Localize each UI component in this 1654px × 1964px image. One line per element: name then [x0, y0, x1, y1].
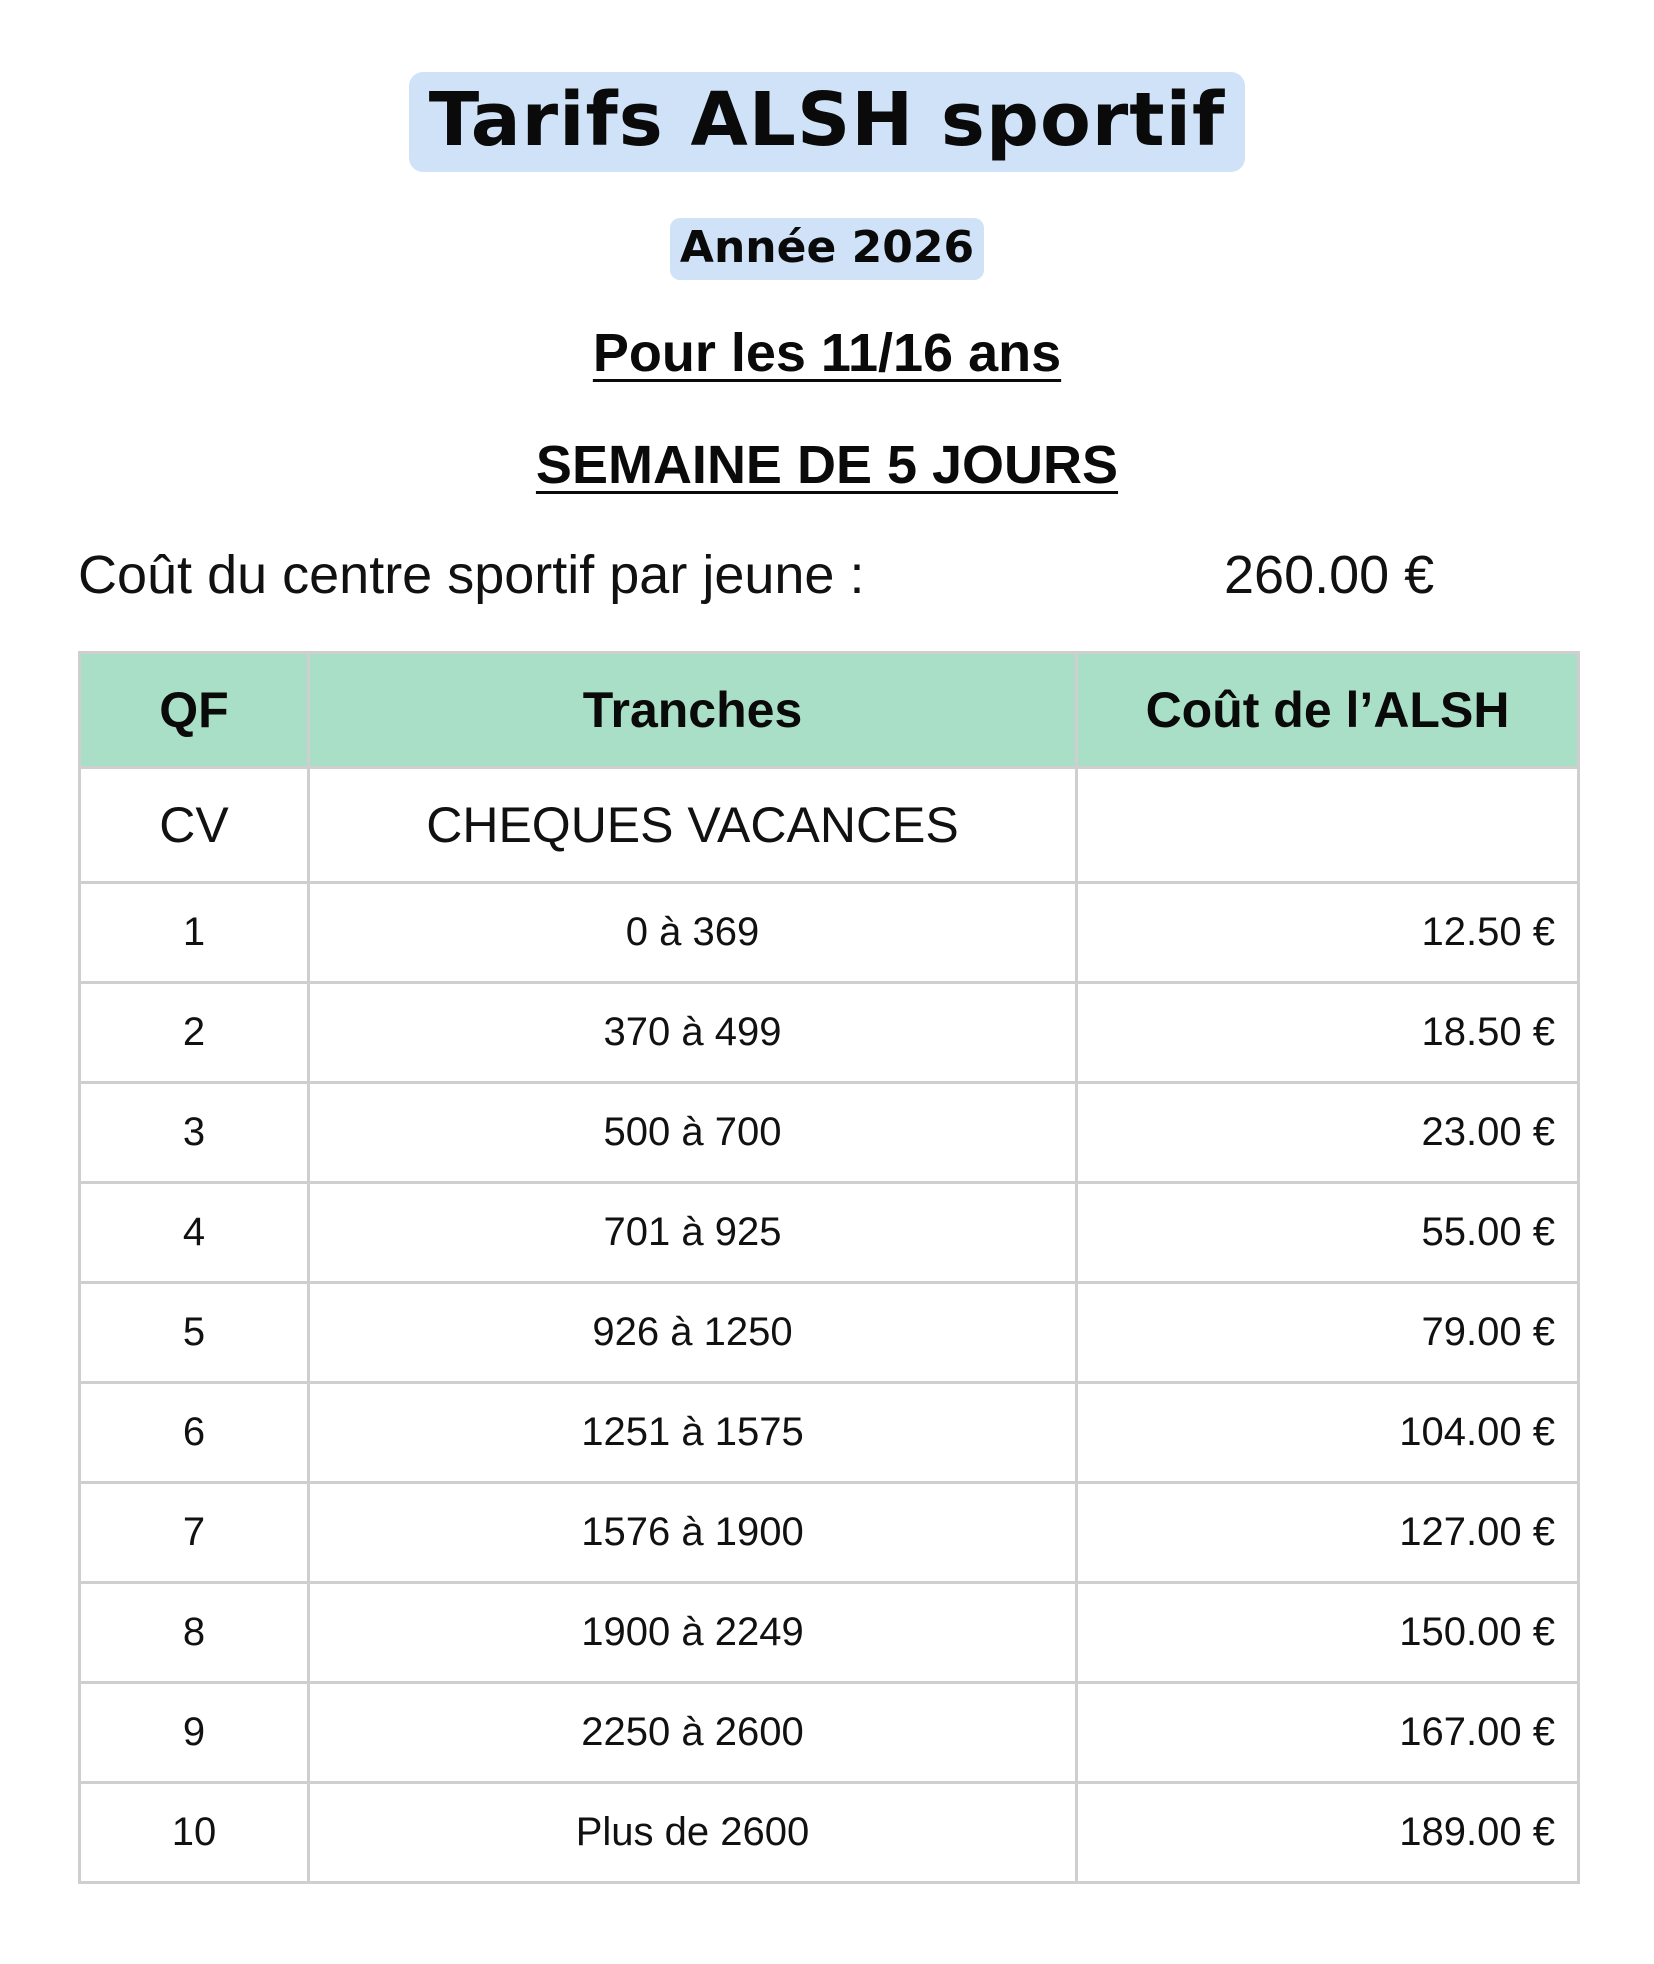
- cell-qf: 7: [80, 1483, 309, 1583]
- table-row: [80, 1083, 1579, 1183]
- cell-tranche: Plus de 2600: [309, 1783, 1077, 1883]
- cell-cost: 104.00 €: [1077, 1383, 1579, 1483]
- cell-cost: 18.50 €: [1077, 983, 1579, 1083]
- table-row: [80, 1183, 1579, 1283]
- table-header-row: [80, 653, 1579, 768]
- cell-qf: 1: [80, 883, 309, 983]
- header-qf: QF: [80, 653, 309, 768]
- header-cost: Coût de l’ALSH: [1077, 653, 1579, 768]
- cell-qf: 3: [80, 1083, 309, 1183]
- cell-qf: 5: [80, 1283, 309, 1383]
- cost-value: 260.00 €: [1224, 545, 1435, 605]
- cell-cost: 127.00 €: [1077, 1483, 1579, 1583]
- cell-cost: 79.00 €: [1077, 1283, 1579, 1383]
- document-title: Tarifs ALSH sportif: [409, 72, 1245, 172]
- cell-cost: 55.00 €: [1077, 1183, 1579, 1283]
- table-row: [80, 1283, 1579, 1383]
- cell-cost: 12.50 €: [1077, 883, 1579, 983]
- cell-cost: 23.00 €: [1077, 1083, 1579, 1183]
- header-tranches: Tranches: [309, 653, 1077, 768]
- cell-cost: 167.00 €: [1077, 1683, 1579, 1783]
- cell-qf: 9: [80, 1683, 309, 1783]
- table-row-cv: [80, 768, 1579, 883]
- cell-tranche: 701 à 925: [309, 1183, 1077, 1283]
- cell-cost: 189.00 €: [1077, 1783, 1579, 1883]
- cost-label: Coût du centre sportif par jeune :: [78, 545, 865, 605]
- cell-tranche: 2250 à 2600: [309, 1683, 1077, 1783]
- cell-qf: CV: [80, 768, 309, 883]
- cell-tranche: 0 à 369: [309, 883, 1077, 983]
- table-row: [80, 1483, 1579, 1583]
- table-row: [80, 983, 1579, 1083]
- title-container: [0, 72, 1654, 172]
- cell-tranche: 1251 à 1575: [309, 1383, 1077, 1483]
- cell-tranche: 926 à 1250: [309, 1283, 1077, 1383]
- table-row: [80, 883, 1579, 983]
- cell-qf: 4: [80, 1183, 309, 1283]
- cell-tranche: CHEQUES VACANCES: [309, 768, 1077, 883]
- cell-tranche: 1576 à 1900: [309, 1483, 1077, 1583]
- table-row: [80, 1783, 1579, 1883]
- table-row: [80, 1583, 1579, 1683]
- cell-cost: 150.00 €: [1077, 1583, 1579, 1683]
- table-row: [80, 1683, 1579, 1783]
- cell-cost: [1077, 768, 1579, 883]
- duration-heading: SEMAINE DE 5 JOURS: [535, 435, 1119, 495]
- tariff-table: [78, 651, 1580, 1884]
- cell-qf: 6: [80, 1383, 309, 1483]
- year-badge: Année 2026: [670, 218, 984, 280]
- cell-qf: 2: [80, 983, 309, 1083]
- year-container: [0, 218, 1654, 280]
- cell-tranche: 370 à 499: [309, 983, 1077, 1083]
- age-group-heading: Pour les 11/16 ans: [592, 323, 1062, 383]
- cell-tranche: 500 à 700: [309, 1083, 1077, 1183]
- table-row: [80, 1383, 1579, 1483]
- cell-tranche: 1900 à 2249: [309, 1583, 1077, 1683]
- cell-qf: 10: [80, 1783, 309, 1883]
- cell-qf: 8: [80, 1583, 309, 1683]
